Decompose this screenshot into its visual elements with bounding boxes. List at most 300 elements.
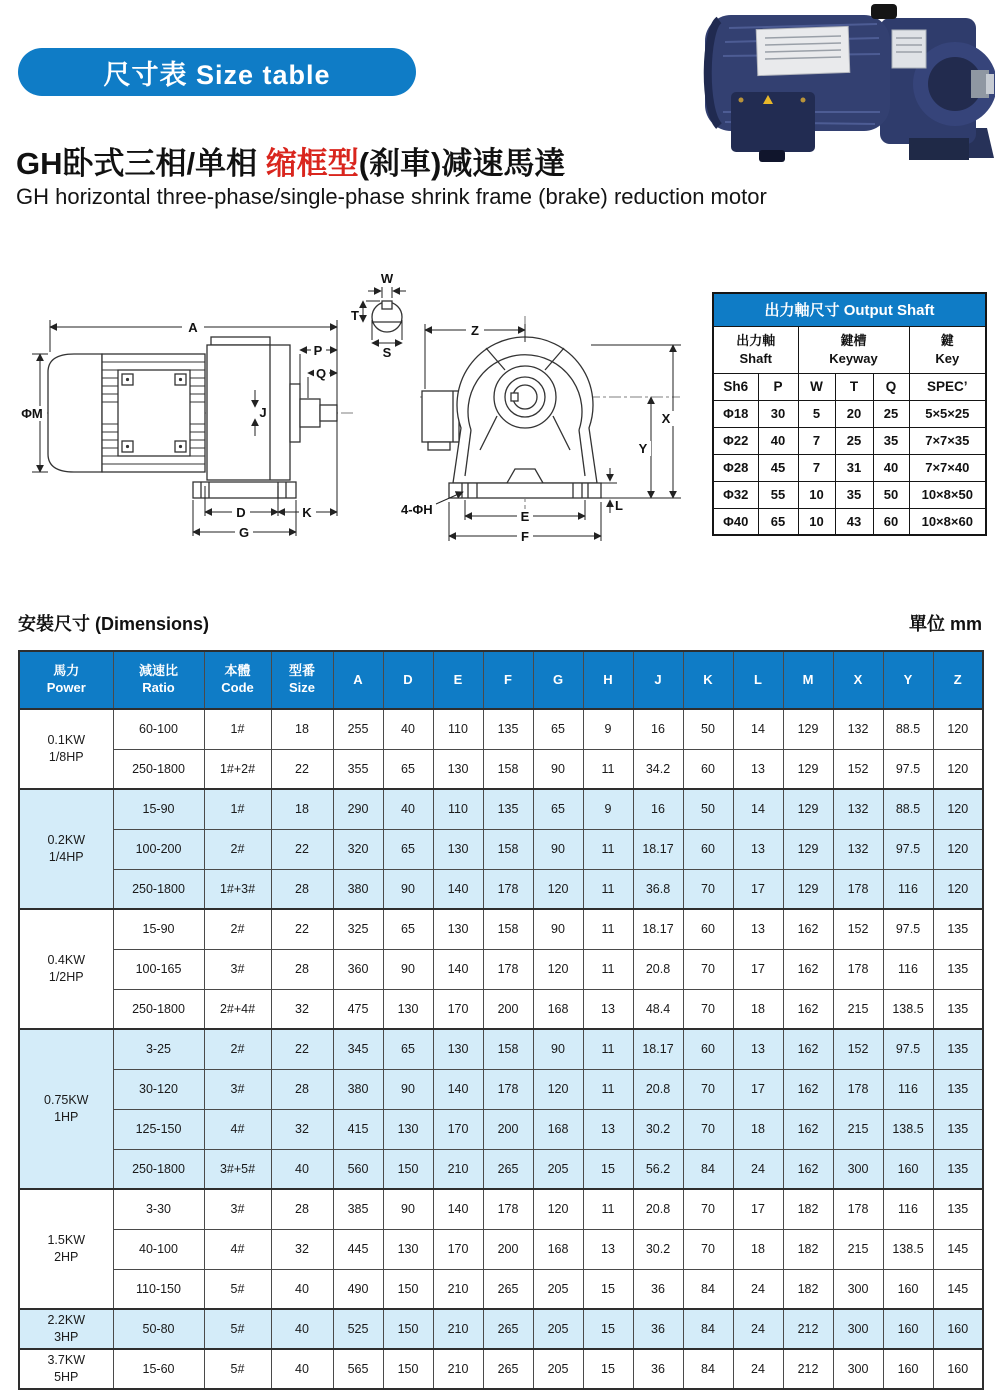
dimension-value-cell: 265 (483, 1309, 533, 1349)
dimension-row (19, 1149, 983, 1189)
dimension-value-cell: 152 (833, 749, 883, 789)
code-cell: 2# (204, 909, 271, 949)
dimension-value-cell: 182 (783, 1189, 833, 1229)
dimension-value-cell: 34.2 (633, 749, 683, 789)
power-cell (19, 1309, 113, 1349)
code-header-en: Code (221, 680, 254, 695)
dimension-value-cell: 90 (533, 909, 583, 949)
power-header-zh: 馬力 (53, 663, 80, 679)
output-shaft-cell: 65 (758, 508, 798, 535)
dimension-value-cell: 70 (683, 1109, 733, 1149)
dimension-value-cell: 50 (683, 709, 733, 749)
dimension-value-cell: 160 (883, 1349, 933, 1389)
dim-label-d: D (236, 505, 246, 520)
size-cell: 22 (271, 829, 333, 869)
keyway-group-en: Keyway (829, 350, 878, 366)
output-shaft-cell: 35 (873, 427, 909, 454)
dimension-value-cell: 120 (933, 789, 983, 829)
dimension-value-cell: 160 (883, 1149, 933, 1189)
ratio-column-header (113, 651, 204, 709)
code-cell: 1#+2# (204, 749, 271, 789)
output-shaft-cell: 5×5×25 (909, 400, 986, 427)
dimension-value-cell: 17 (733, 1189, 783, 1229)
dimension-value-cell: 9 (583, 709, 633, 749)
output-shaft-cell: Φ32 (713, 481, 758, 508)
dimension-value-cell: 56.2 (633, 1149, 683, 1189)
dimension-value-cell: 110 (433, 789, 483, 829)
dimension-value-cell: 200 (483, 989, 533, 1029)
output-shaft-cell: 5 (798, 400, 835, 427)
dimension-value-cell: 215 (833, 1109, 883, 1149)
ratio-cell: 250-1800 (113, 749, 204, 789)
dimension-value-cell: 11 (583, 1029, 633, 1069)
dimension-value-cell: 130 (383, 1109, 433, 1149)
dimension-value-cell: 152 (833, 909, 883, 949)
dimension-value-cell: 70 (683, 869, 733, 909)
code-header-zh: 本體 (224, 663, 251, 679)
dimension-value-cell: 84 (683, 1269, 733, 1309)
dimension-row (19, 1309, 983, 1349)
dimension-value-cell: 565 (333, 1349, 383, 1389)
dimension-value-cell: 130 (433, 1029, 483, 1069)
dimension-value-cell: 130 (433, 749, 483, 789)
dimension-value-cell: 415 (333, 1109, 383, 1149)
dimension-value-cell: 120 (933, 829, 983, 869)
power-kw: 1.5KW (47, 1232, 85, 1247)
dimension-row (19, 789, 983, 829)
size-cell: 40 (271, 1349, 333, 1389)
dimension-value-cell: 290 (333, 789, 383, 829)
dimension-value-cell: 265 (483, 1149, 533, 1189)
dimension-value-cell: 182 (783, 1229, 833, 1269)
dimension-row (19, 949, 983, 989)
power-kw: 3.7KW (47, 1352, 85, 1367)
dimension-value-cell: 210 (433, 1309, 483, 1349)
power-kw: 0.75KW (44, 1092, 89, 1107)
code-cell: 3# (204, 1069, 271, 1109)
dimension-value-cell: 20.8 (633, 1189, 683, 1229)
size-cell: 18 (271, 709, 333, 749)
motor-photo-illustration (705, 4, 995, 162)
dimension-value-cell: 40 (383, 709, 433, 749)
dimension-row (19, 1069, 983, 1109)
dimension-value-cell: 13 (733, 749, 783, 789)
output-shaft-title: 出力軸尺寸 Output Shaft (713, 293, 986, 326)
dimension-value-cell: 145 (933, 1269, 983, 1309)
dimension-value-cell: 11 (583, 829, 633, 869)
output-shaft-cell: 20 (835, 400, 873, 427)
output-shaft-row (713, 454, 986, 481)
code-cell: 5# (204, 1349, 271, 1389)
dimension-value-cell: 200 (483, 1109, 533, 1149)
power-column-header (19, 651, 113, 709)
dimension-value-cell: 16 (633, 709, 683, 749)
dimension-value-cell: 178 (833, 1189, 883, 1229)
dimension-value-cell: 17 (733, 869, 783, 909)
dimension-value-cell: 135 (933, 1029, 983, 1069)
dimension-value-cell: 14 (733, 789, 783, 829)
size-cell: 22 (271, 1029, 333, 1069)
dimension-value-cell: 150 (383, 1349, 433, 1389)
dimension-value-cell: 129 (783, 829, 833, 869)
output-shaft-cell: 31 (835, 454, 873, 481)
dimension-value-cell: 120 (933, 869, 983, 909)
unit-label: 單位 mm (908, 614, 982, 634)
output-shaft-cell: 10×8×50 (909, 481, 986, 508)
dimension-value-cell: 158 (483, 749, 533, 789)
dimension-value-cell: 160 (883, 1309, 933, 1349)
output-shaft-column-header: SPEC’ (909, 373, 986, 400)
output-shaft-cell: 7×7×35 (909, 427, 986, 454)
dimension-value-cell: 130 (383, 989, 433, 1029)
dimension-value-cell: 152 (833, 1029, 883, 1069)
dim-label-y: Y (638, 441, 648, 456)
dimension-row (19, 749, 983, 789)
size-cell: 28 (271, 869, 333, 909)
output-shaft-cell: 7 (798, 454, 835, 481)
dimension-value-cell: 18.17 (633, 1029, 683, 1069)
dimension-value-cell: 178 (483, 1069, 533, 1109)
ratio-cell: 15-90 (113, 789, 204, 829)
dimension-value-cell: 17 (733, 1069, 783, 1109)
dimension-value-cell: 116 (883, 1189, 933, 1229)
ratio-cell: 250-1800 (113, 869, 204, 909)
ratio-cell: 110-150 (113, 1269, 204, 1309)
dimension-value-cell: 135 (483, 709, 533, 749)
dimension-value-cell: 210 (433, 1349, 483, 1389)
dimension-value-cell: 84 (683, 1149, 733, 1189)
power-hp: 3HP (54, 1330, 79, 1344)
ratio-cell: 30-120 (113, 1069, 204, 1109)
output-shaft-cell: 40 (758, 427, 798, 454)
dimension-value-cell: 120 (533, 869, 583, 909)
dimension-value-cell: 120 (533, 949, 583, 989)
dimension-value-cell: 490 (333, 1269, 383, 1309)
size-cell: 28 (271, 1069, 333, 1109)
dimension-value-cell: 135 (933, 1109, 983, 1149)
dimension-value-cell: 97.5 (883, 1029, 933, 1069)
dimensions-header-row (19, 651, 983, 709)
dimension-value-cell: 18 (733, 989, 783, 1029)
size-cell: 40 (271, 1269, 333, 1309)
dim-column-header: J (633, 651, 683, 709)
dimension-value-cell: 50 (683, 789, 733, 829)
dimension-value-cell: 20.8 (633, 1069, 683, 1109)
shaft-section-drawing (351, 271, 406, 360)
dim-label-f: F (521, 529, 529, 544)
dimension-value-cell: 140 (433, 869, 483, 909)
dimension-value-cell: 16 (633, 789, 683, 829)
dimension-value-cell: 132 (833, 829, 883, 869)
dimension-value-cell: 20.8 (633, 949, 683, 989)
dimension-value-cell: 145 (933, 1229, 983, 1269)
power-cell (19, 1029, 113, 1189)
output-shaft-cell: 25 (835, 427, 873, 454)
dimension-value-cell: 60 (683, 749, 733, 789)
dimension-value-cell: 525 (333, 1309, 383, 1349)
dimension-value-cell: 135 (933, 949, 983, 989)
code-cell: 4# (204, 1109, 271, 1149)
dim-column-header: A (333, 651, 383, 709)
shaft-group-en: Shaft (739, 350, 772, 366)
dimension-value-cell: 140 (433, 1069, 483, 1109)
dimension-value-cell: 140 (433, 949, 483, 989)
title-zh-suffix: (刹車)减速馬達 (358, 146, 566, 181)
dim-column-header: E (433, 651, 483, 709)
dimension-value-cell: 135 (933, 909, 983, 949)
dimension-value-cell: 60 (683, 829, 733, 869)
dimension-value-cell: 90 (383, 1069, 433, 1109)
dimension-value-cell: 130 (433, 909, 483, 949)
dimension-value-cell: 170 (433, 1109, 483, 1149)
dimension-row (19, 829, 983, 869)
dimension-value-cell: 130 (383, 1229, 433, 1269)
dimension-value-cell: 140 (433, 1189, 483, 1229)
dimension-value-cell: 385 (333, 1189, 383, 1229)
dimension-row (19, 1109, 983, 1149)
dimension-row (19, 1229, 983, 1269)
dimension-value-cell: 15 (583, 1149, 633, 1189)
dimension-value-cell: 70 (683, 949, 733, 989)
output-shaft-cell: 60 (873, 508, 909, 535)
dim-label-k: K (302, 505, 312, 520)
dimension-value-cell: 320 (333, 829, 383, 869)
dimension-value-cell: 129 (783, 869, 833, 909)
output-shaft-column-header: Q (873, 373, 909, 400)
dim-column-header: Z (933, 651, 983, 709)
dimension-value-cell: 90 (383, 869, 433, 909)
dimension-value-cell: 11 (583, 869, 633, 909)
dimension-value-cell: 36 (633, 1349, 683, 1389)
dimension-value-cell: 88.5 (883, 709, 933, 749)
dimension-value-cell: 48.4 (633, 989, 683, 1029)
section-badge (18, 48, 416, 96)
dimension-value-cell: 162 (783, 1149, 833, 1189)
dimension-value-cell: 11 (583, 749, 633, 789)
ratio-cell: 100-165 (113, 949, 204, 989)
dimension-value-cell: 380 (333, 1069, 383, 1109)
output-shaft-row (713, 508, 986, 535)
dimension-value-cell: 116 (883, 1069, 933, 1109)
dimension-value-cell: 135 (933, 1149, 983, 1189)
dimension-value-cell: 13 (583, 1229, 633, 1269)
dimension-value-cell: 13 (583, 989, 633, 1029)
dim-column-header: X (833, 651, 883, 709)
dimension-value-cell: 150 (383, 1149, 433, 1189)
dimension-value-cell: 178 (483, 869, 533, 909)
front-view-drawing (401, 316, 681, 544)
code-cell: 2# (204, 1029, 271, 1069)
output-shaft-cell: 50 (873, 481, 909, 508)
dimension-value-cell: 130 (433, 829, 483, 869)
size-cell: 28 (271, 1189, 333, 1229)
dimension-value-cell: 150 (383, 1309, 433, 1349)
dimension-value-cell: 70 (683, 1229, 733, 1269)
dimension-value-cell: 18 (733, 1229, 783, 1269)
power-cell (19, 709, 113, 789)
dim-label-w: W (380, 271, 394, 286)
dimension-value-cell: 14 (733, 709, 783, 749)
dimension-value-cell: 65 (383, 829, 433, 869)
dimension-value-cell: 24 (733, 1149, 783, 1189)
dim-column-header: F (483, 651, 533, 709)
ratio-cell: 50-80 (113, 1309, 204, 1349)
size-cell: 22 (271, 749, 333, 789)
dimension-value-cell: 205 (533, 1309, 583, 1349)
dimension-value-cell: 162 (783, 1109, 833, 1149)
dimension-value-cell: 9 (583, 789, 633, 829)
dimension-value-cell: 138.5 (883, 989, 933, 1029)
dimension-value-cell: 215 (833, 989, 883, 1029)
dimension-row (19, 989, 983, 1029)
dimension-value-cell: 158 (483, 1029, 533, 1069)
dim-column-header: H (583, 651, 633, 709)
dimension-value-cell: 70 (683, 989, 733, 1029)
output-shaft-row (713, 427, 986, 454)
dim-label-z: Z (471, 323, 479, 338)
ratio-cell: 3-30 (113, 1189, 204, 1229)
key-group-header (909, 326, 986, 373)
dimension-value-cell: 88.5 (883, 789, 933, 829)
dimension-value-cell: 210 (433, 1149, 483, 1189)
dimension-value-cell: 132 (833, 709, 883, 749)
dimension-value-cell: 160 (933, 1309, 983, 1349)
dimension-value-cell: 17 (733, 949, 783, 989)
ratio-cell: 15-60 (113, 1349, 204, 1389)
dimension-value-cell: 18.17 (633, 829, 683, 869)
output-shaft-cell: Φ28 (713, 454, 758, 481)
output-shaft-table (712, 292, 987, 536)
dimension-value-cell: 170 (433, 989, 483, 1029)
dimension-value-cell: 110 (433, 709, 483, 749)
power-hp: 5HP (54, 1370, 79, 1384)
dimension-value-cell: 360 (333, 949, 383, 989)
dimension-value-cell: 70 (683, 1189, 733, 1229)
code-cell: 2#+4# (204, 989, 271, 1029)
dimension-value-cell: 65 (533, 709, 583, 749)
dimension-value-cell: 355 (333, 749, 383, 789)
dimension-value-cell: 60 (683, 909, 733, 949)
dim-label-l: L (615, 498, 623, 513)
dimension-value-cell: 475 (333, 989, 383, 1029)
dimension-value-cell: 205 (533, 1349, 583, 1389)
dimension-value-cell: 129 (783, 709, 833, 749)
dimension-value-cell: 325 (333, 909, 383, 949)
dimension-value-cell: 178 (483, 1189, 533, 1229)
size-header-en: Size (288, 680, 315, 695)
key-group-zh: 鍵 (940, 332, 954, 348)
power-kw: 0.4KW (47, 952, 85, 967)
dimension-value-cell: 116 (883, 949, 933, 989)
power-hp: 2HP (54, 1250, 79, 1264)
power-kw: 0.1KW (47, 732, 85, 747)
ratio-header-zh: 減速比 (138, 663, 178, 679)
output-shaft-cell: 25 (873, 400, 909, 427)
key-group-en: Key (935, 350, 960, 366)
dimension-value-cell: 160 (883, 1269, 933, 1309)
output-shaft-column-header: T (835, 373, 873, 400)
dimension-value-cell: 30.2 (633, 1229, 683, 1269)
dimension-value-cell: 210 (433, 1269, 483, 1309)
dimension-value-cell: 168 (533, 1229, 583, 1269)
dimension-row (19, 709, 983, 749)
dim-label-e: E (520, 509, 530, 524)
shaft-group-zh: 出力軸 (736, 332, 776, 348)
output-shaft-cell: Φ40 (713, 508, 758, 535)
title-zh-highlight: 缩框型 (265, 146, 359, 181)
dim-label-j: J (259, 405, 267, 420)
power-cell (19, 1349, 113, 1389)
ratio-cell: 100-200 (113, 829, 204, 869)
output-shaft-cell: 10×8×60 (909, 508, 986, 535)
dimension-value-cell: 300 (833, 1149, 883, 1189)
power-hp: 1/4HP (48, 850, 84, 864)
ratio-cell: 3-25 (113, 1029, 204, 1069)
code-cell: 4# (204, 1229, 271, 1269)
dim-column-header: Y (883, 651, 933, 709)
dimension-value-cell: 135 (483, 789, 533, 829)
output-shaft-cell: 10 (798, 481, 835, 508)
ratio-cell: 250-1800 (113, 989, 204, 1029)
dim-label-q: Q (315, 366, 327, 381)
dim-label-mounting-holes: 4-ΦH (401, 502, 433, 517)
dimension-value-cell: 205 (533, 1269, 583, 1309)
dimension-value-cell: 97.5 (883, 829, 933, 869)
dimension-value-cell: 162 (783, 989, 833, 1029)
ratio-cell: 60-100 (113, 709, 204, 749)
dim-label-p: P (313, 343, 323, 358)
code-column-header (204, 651, 271, 709)
size-cell: 22 (271, 909, 333, 949)
product-photo (695, 0, 995, 165)
dim-column-header: K (683, 651, 733, 709)
dim-label-g: G (238, 525, 250, 540)
side-view-drawing (19, 319, 353, 540)
dimension-value-cell: 205 (533, 1149, 583, 1189)
dimension-value-cell: 90 (383, 1189, 433, 1229)
power-kw: 2.2KW (47, 1312, 85, 1327)
ratio-header-en: Ratio (142, 680, 175, 695)
dimension-value-cell: 15 (583, 1309, 633, 1349)
output-shaft-cell: 7×7×40 (909, 454, 986, 481)
dimension-value-cell: 158 (483, 829, 533, 869)
dimension-row (19, 869, 983, 909)
dimension-row (19, 1269, 983, 1309)
dimension-value-cell: 132 (833, 789, 883, 829)
power-cell (19, 1189, 113, 1309)
dimension-value-cell: 13 (733, 909, 783, 949)
dimension-value-cell: 36 (633, 1269, 683, 1309)
dimension-value-cell: 162 (783, 1029, 833, 1069)
output-shaft-row (713, 481, 986, 508)
dimension-value-cell: 212 (783, 1309, 833, 1349)
dimension-value-cell: 11 (583, 909, 633, 949)
dimension-value-cell: 135 (933, 989, 983, 1029)
keyway-group-header (798, 326, 909, 373)
dimension-value-cell: 11 (583, 949, 633, 989)
dimension-value-cell: 97.5 (883, 749, 933, 789)
dim-label-t: T (351, 308, 359, 323)
dimension-value-cell: 84 (683, 1349, 733, 1389)
code-cell: 1# (204, 709, 271, 749)
dimension-value-cell: 445 (333, 1229, 383, 1269)
dimension-value-cell: 30.2 (633, 1109, 683, 1149)
output-shaft-cell: 35 (835, 481, 873, 508)
dimension-value-cell: 70 (683, 1069, 733, 1109)
dimension-value-cell: 135 (933, 1069, 983, 1109)
size-cell: 32 (271, 989, 333, 1029)
dimension-value-cell: 18 (733, 1109, 783, 1149)
